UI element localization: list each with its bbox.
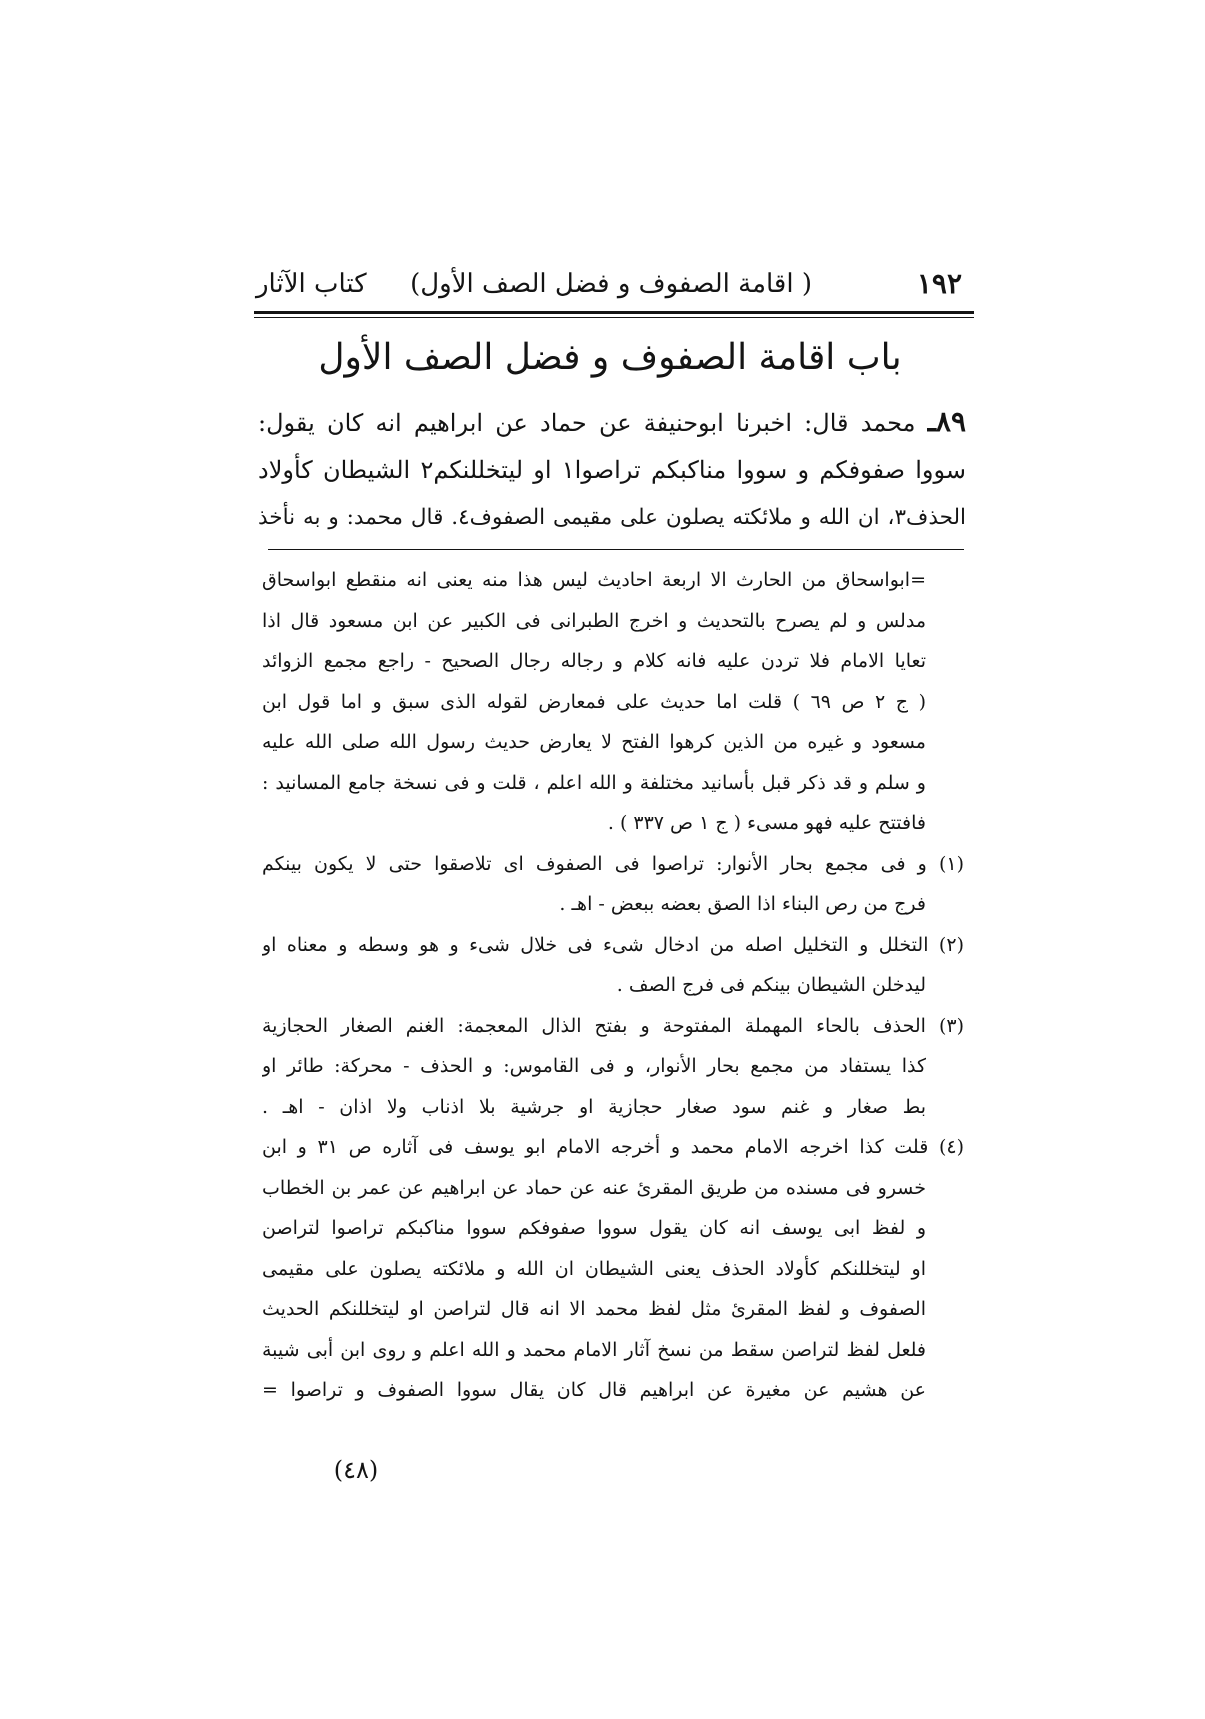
footnote-1: (١) و فى مجمع بحار الأنوار: تراصوا فى الصفوف اى تلاصقوا حتى لا يكون بينكم <box>262 852 964 875</box>
header-rule-thin <box>254 317 974 318</box>
footnote-4-line: خسرو فى مسنده من طريق المقرئ عنه عن حماد عن ابراهيم عن عمر بن الخطاب <box>262 1176 926 1199</box>
footnote-continuation-line: مدلس و لم يصرح بالتحديث و اخرج الطبرانى فى الكبير عن ابن مسعود قال اذا <box>262 609 926 632</box>
footnote-3-line: بط صغار و غنم سود صغار حجازية او جرشية بلا اذناب ولا اذان - اهـ . <box>262 1095 926 1118</box>
footnote-continuation-line: تعايا الامام فلا تردن عليه فانه كلام و رجاله رجال الصحيح - راجع مجمع الزوائد <box>262 650 926 672</box>
running-title: ( اقامة الصفوف و فضل الصف الأول) <box>410 269 812 299</box>
footnote-4-line: الصفوف و لفظ المقرئ مثل لفظ محمد الا انه قال لتراصن او ليتخللنكم الحديث <box>262 1298 926 1320</box>
page-number: ١٩٢ <box>916 267 962 300</box>
running-header <box>256 262 962 306</box>
main-text-line: سووا صفوفكم و سووا مناكبكم تراصوا١ او ليتخللنكم٢ الشيطان كأولاد <box>258 456 966 484</box>
main-text-line <box>258 398 966 446</box>
footnote-continuation-line: مسعود و غيره من الذين كرهوا الفتح لا يعارض حديث رسول الله صلى الله عليه <box>262 731 926 753</box>
footnote-continuation-line: و سلم و قد ذكر قبل بأسانيد مختلفة و الله اعلم ، قلت و فى نسخة جامع المسانيد : <box>262 771 926 794</box>
footnote-4-line: و لفظ ابى يوسف انه كان يقول سووا صفوفكم سووا مناكبكم تراصوا لتراصن <box>262 1217 926 1239</box>
main-text-line-content: محمد قال: اخبرنا ابوحنيفة عن حماد عن ابراهيم انه كان يقول: <box>258 409 916 437</box>
footnote-1-line: فرج من رص البناء اذا الصق بعضه ببعض - اهـ . <box>559 893 926 915</box>
main-text <box>258 398 966 542</box>
main-text-line: الحذف٣، ان الله و ملائكته يصلون على مقيمى الصفوف٤. قال محمد: و به نأخذ <box>258 505 966 530</box>
footnotes <box>262 560 964 1411</box>
printer-signature: (٤٨) <box>333 1456 379 1484</box>
footnote-4-line: او ليتخللنكم كأولاد الحذف يعنى الشيطان ان الله و ملائكته يصلون على مقيمى <box>262 1257 926 1280</box>
footnote-3-line: كذا يستفاد من مجمع بحار الأنوار، و فى القاموس: و الحذف - محركة: طائر او <box>262 1055 926 1077</box>
hadith-number: ٨٩ـ <box>927 405 966 438</box>
footnote-4: (٤) قلت كذا اخرجه الامام محمد و أخرجه الامام ابو يوسف فى آثاره ص ٣١ و ابن <box>262 1136 964 1158</box>
chapter-title: باب اقامة الصفوف و فضل الصف الأول <box>318 337 902 378</box>
footnote-2-line: ليدخلن الشيطان بينكم فى فرج الصف . <box>616 974 926 996</box>
footnote-2: (٢) التخلل و التخليل اصله من ادخال شىء فى خلال شىء و هو وسطه و معناه او <box>262 933 964 956</box>
footnote-continuation-line: ( ج ٢ ص ٦٩ ) قلت اما حديث على فمعارض لقوله الذى سبق و اما قول ابن <box>262 690 926 713</box>
footnote-3: (٣) الحذف بالحاء المهملة المفتوحة و بفتح الذال المعجمة: الغنم الصغار الحجازية <box>262 1014 964 1037</box>
footnote-continuation-line: فافتتح عليه فهو مسىء ( ج ١ ص ٣٣٧ ) . <box>607 812 926 834</box>
header-rule-thick <box>254 311 974 314</box>
footnote-4-line: فلعل لفظ لتراصن سقط من نسخ آثار الامام محمد و الله اعلم و روى ابن أبى شيبة <box>262 1338 926 1361</box>
book-name: كتاب الآثار <box>256 269 367 299</box>
footnote-divider <box>268 549 964 550</box>
footnote-4-line: عن هشيم عن مغيرة عن ابراهيم قال كان يقال سووا الصفوف و تراصوا = <box>262 1379 926 1401</box>
footnote-continuation-line: =ابواسحاق من الحارث الا اربعة احاديث ليس هذا منه يعنى انه منقطع ابواسحاق <box>262 569 926 591</box>
